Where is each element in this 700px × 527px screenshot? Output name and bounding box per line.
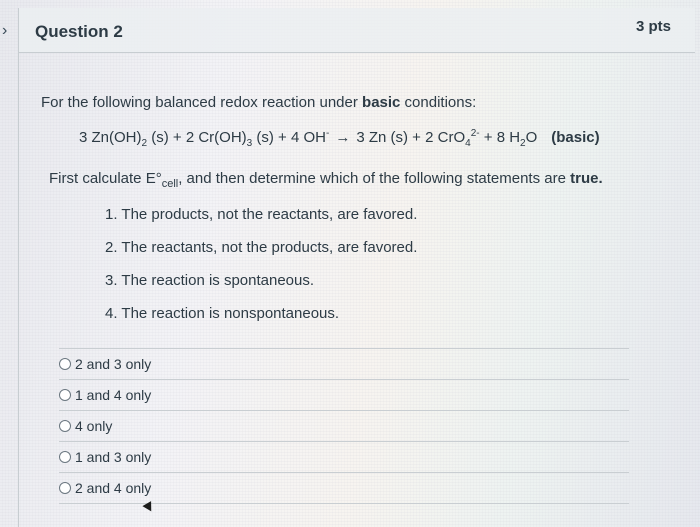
answer-option-5[interactable] xyxy=(59,472,629,504)
intro-suffix: conditions: xyxy=(400,94,477,111)
question-title: Question 2 xyxy=(35,22,123,41)
answer-option-4[interactable] xyxy=(59,441,629,472)
eq-p2-sup: 2- xyxy=(470,128,480,139)
eq-p3: + 8 H xyxy=(479,129,521,146)
reaction-arrow-icon: → xyxy=(335,129,351,146)
radio-button[interactable] xyxy=(59,389,71,401)
eq-basic: (basic) xyxy=(551,129,600,146)
answer-label: 1 and 3 only xyxy=(75,449,152,465)
answer-option-3[interactable] xyxy=(59,410,629,441)
question-intro xyxy=(41,94,476,111)
radio-button[interactable] xyxy=(59,482,71,494)
intro-bold: basic xyxy=(362,94,401,111)
radio-button[interactable] xyxy=(59,451,71,463)
statement-list xyxy=(105,206,417,338)
answer-option-2[interactable] xyxy=(59,379,629,410)
eq-r1-sub: 2 xyxy=(141,138,148,149)
instruction-sub: cell xyxy=(161,178,179,190)
eq-p2-sub: 4 xyxy=(465,138,471,149)
answer-option-1[interactable] xyxy=(59,348,629,379)
radio-button[interactable] xyxy=(59,420,71,432)
redox-equation xyxy=(79,128,600,149)
eq-r1: 3 Zn(OH) xyxy=(79,129,142,146)
answer-label: 2 and 4 only xyxy=(75,480,152,496)
eq-p3-sub: 2 xyxy=(520,138,526,149)
statement-item: 2. The reactants, not the products, are favored. xyxy=(105,239,418,256)
eq-r2-state: (s) + 4 OH xyxy=(252,129,326,146)
answer-options xyxy=(59,348,629,504)
eq-p3-tail: O xyxy=(525,129,538,146)
instruction-mid: , and then determine which of the following statements are xyxy=(178,170,571,187)
question-header xyxy=(19,8,695,53)
instruction-bold: true. xyxy=(570,170,603,187)
answer-label: 2 and 3 only xyxy=(75,356,152,372)
eq-p1: 3 Zn (s) + 2 CrO xyxy=(356,129,466,146)
question-card xyxy=(18,8,695,527)
eq-r2-sub: 3 xyxy=(246,138,253,149)
answer-label: 4 only xyxy=(75,418,113,434)
instruction-prefix: First calculate E° xyxy=(49,170,162,187)
statement-item: 4. The reaction is nonspontaneous. xyxy=(105,305,340,322)
answer-label: 1 and 4 only xyxy=(75,387,152,403)
statement-item: 1. The products, not the reactants, are favored. xyxy=(105,206,418,223)
eq-oh-sup: - xyxy=(326,128,330,139)
eq-r1-state: (s) + 2 Cr(OH) xyxy=(147,129,247,146)
chevron-right-icon[interactable]: › xyxy=(2,22,8,39)
intro-prefix: For the following balanced redox reaction under xyxy=(41,94,363,111)
question-points: 3 pts xyxy=(635,18,671,35)
radio-button[interactable] xyxy=(59,358,71,370)
statement-item: 3. The reaction is spontaneous. xyxy=(105,272,315,289)
question-instruction xyxy=(49,170,603,190)
